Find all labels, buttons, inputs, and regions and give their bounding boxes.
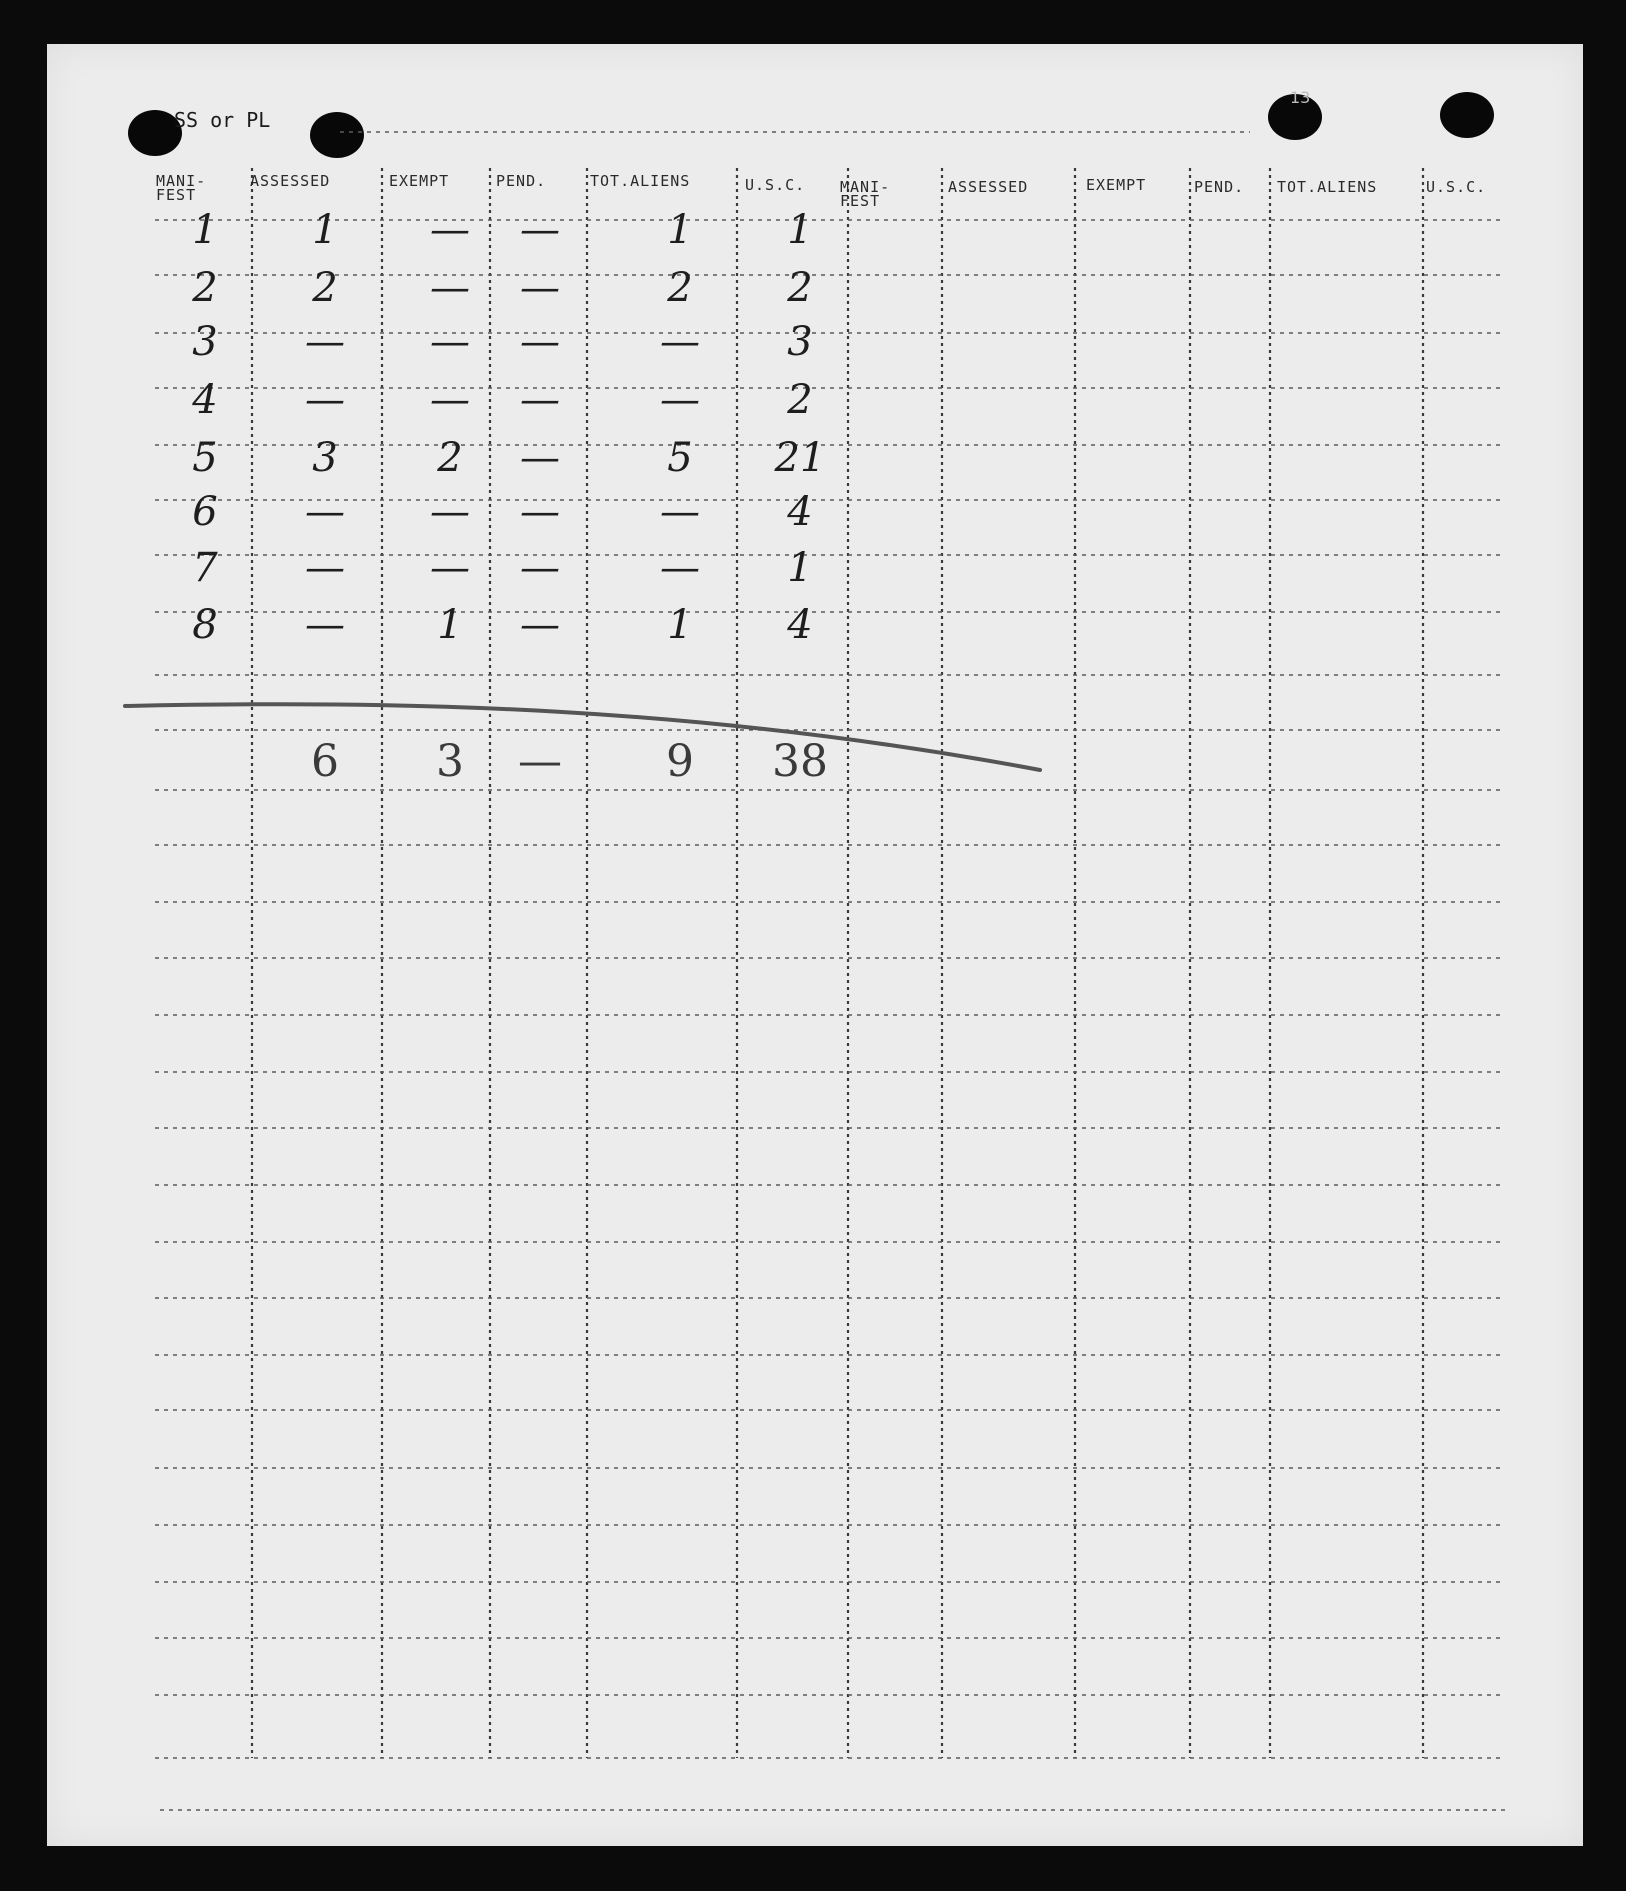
- pend-cell: —: [520, 602, 560, 648]
- punch-hole: [310, 112, 364, 158]
- manifest-cell: 3: [192, 319, 218, 365]
- assessed-cell: 3: [312, 435, 338, 481]
- assessed-cell: —: [305, 377, 345, 423]
- exempt-cell: —: [430, 377, 470, 423]
- assessed-cell: —: [305, 489, 345, 535]
- header-usc: U.S.C.: [745, 176, 806, 194]
- exempt-cell: —: [430, 207, 470, 253]
- tot-aliens-cell: 2: [667, 265, 693, 311]
- manifest-cell: 7: [192, 545, 218, 591]
- usc-cell: 2: [787, 377, 813, 423]
- exempt-cell: —: [430, 545, 470, 591]
- header-manifest-right: MANI- FEST: [840, 178, 891, 210]
- manifest-cell: 4: [192, 377, 218, 423]
- exempt-cell: 1: [437, 602, 463, 648]
- pend-cell: —: [520, 545, 560, 591]
- assessed-cell: 2: [312, 265, 338, 311]
- assessed-cell: —: [305, 545, 345, 591]
- assessed-cell: 1: [312, 207, 338, 253]
- header-assessed-right: ASSESSED: [948, 178, 1029, 196]
- header-tot-aliens-right: TOT.ALIENS: [1277, 178, 1378, 196]
- vessel-label: SS or PL: [174, 108, 271, 132]
- total-tot-aliens: 9: [666, 736, 694, 787]
- total-pend: —: [518, 736, 562, 787]
- exempt-cell: —: [430, 319, 470, 365]
- header-pend: PEND.: [496, 172, 547, 190]
- header-manifest: MANI- FEST: [156, 172, 207, 204]
- exempt-cell: —: [430, 489, 470, 535]
- header-pend-right: PEND.: [1194, 178, 1245, 196]
- usc-cell: 1: [787, 545, 813, 591]
- usc-cell: 21: [774, 435, 826, 481]
- pend-cell: —: [520, 207, 560, 253]
- tot-aliens-cell: 5: [667, 435, 693, 481]
- pend-cell: —: [520, 319, 560, 365]
- corner-mark: 13: [1290, 88, 1311, 107]
- tot-aliens-cell: 1: [667, 602, 693, 648]
- header-exempt-right: EXEMPT: [1086, 176, 1147, 194]
- usc-cell: 2: [787, 265, 813, 311]
- header-tot-aliens: TOT.ALIENS: [590, 172, 691, 190]
- exempt-cell: 2: [437, 435, 463, 481]
- usc-cell: 3: [787, 319, 813, 365]
- assessed-cell: —: [305, 602, 345, 648]
- total-exempt: 3: [436, 736, 464, 787]
- manifest-cell: 5: [192, 435, 218, 481]
- tot-aliens-cell: —: [660, 489, 700, 535]
- tot-aliens-cell: —: [660, 377, 700, 423]
- header-assessed: ASSESSED: [250, 172, 331, 190]
- manifest-cell: 1: [192, 207, 218, 253]
- header-exempt: EXEMPT: [389, 172, 450, 190]
- tot-aliens-cell: —: [660, 545, 700, 591]
- pend-cell: —: [520, 377, 560, 423]
- total-assessed: 6: [311, 736, 339, 787]
- pend-cell: —: [520, 265, 560, 311]
- header-usc-right: U.S.C.: [1426, 178, 1487, 196]
- usc-cell: 4: [787, 489, 813, 535]
- manifest-cell: 6: [192, 489, 218, 535]
- manifest-cell: 2: [192, 265, 218, 311]
- punch-hole: [1440, 92, 1494, 138]
- assessed-cell: —: [305, 319, 345, 365]
- pend-cell: —: [520, 435, 560, 481]
- manifest-cell: 8: [192, 602, 218, 648]
- total-usc: 38: [772, 736, 828, 787]
- exempt-cell: —: [430, 265, 470, 311]
- usc-cell: 1: [787, 207, 813, 253]
- pend-cell: —: [520, 489, 560, 535]
- form-sheet: [47, 44, 1583, 1846]
- tot-aliens-cell: 1: [667, 207, 693, 253]
- tot-aliens-cell: —: [660, 319, 700, 365]
- usc-cell: 4: [787, 602, 813, 648]
